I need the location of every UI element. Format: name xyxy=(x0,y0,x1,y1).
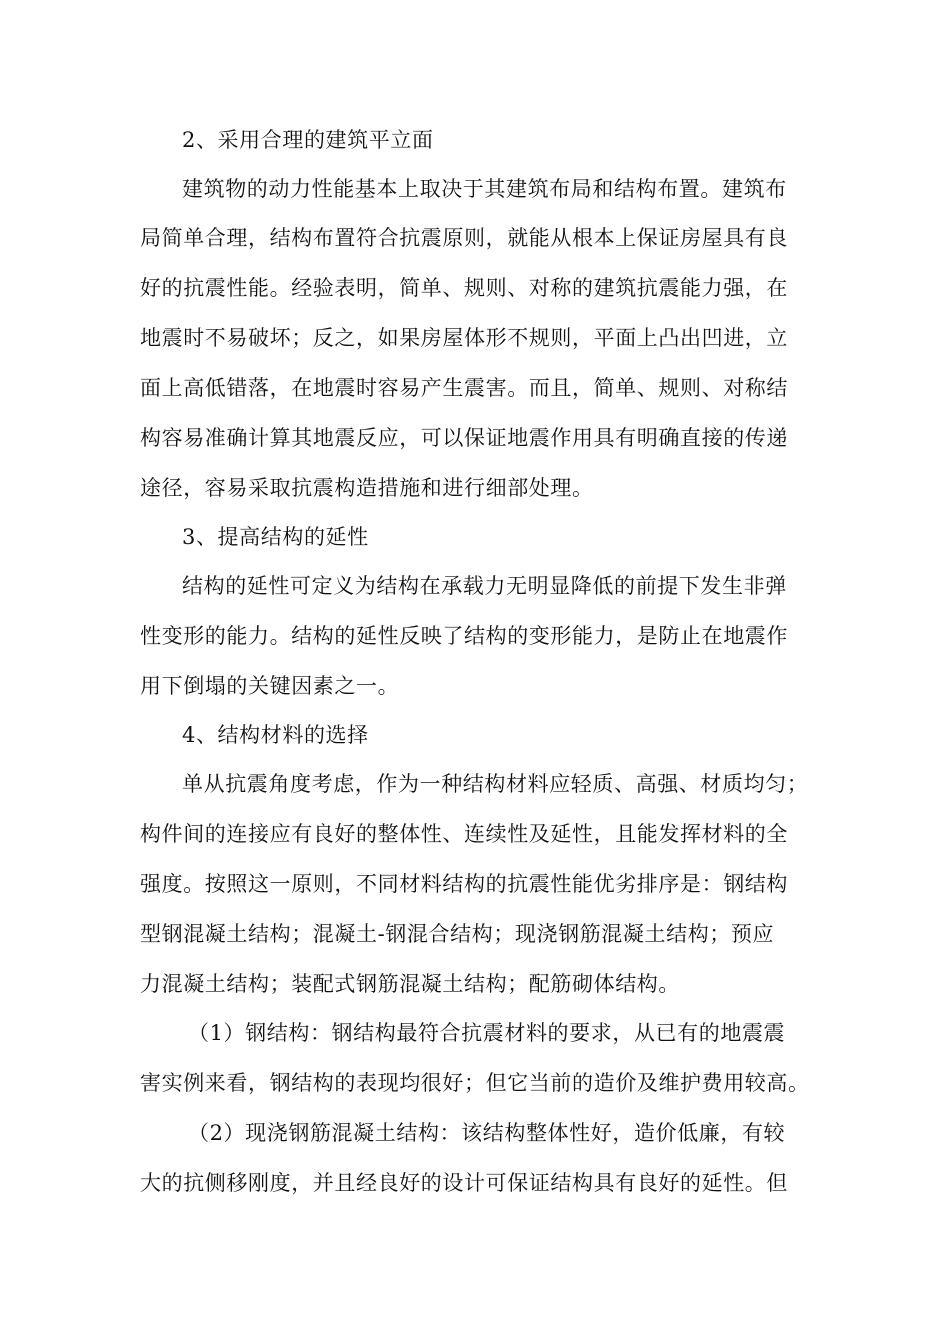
paragraph-line: 构件间的连接应有良好的整体性、连续性及延性，且能发挥材料的全 xyxy=(140,822,788,846)
paragraph-line: 力混凝土结构；装配式钢筋混凝土结构；配筋砌体结构。 xyxy=(140,972,680,996)
paragraph-line: 害实例来看，钢结构的表现均很好；但它当前的造价及维护费用较高。 xyxy=(140,1071,810,1095)
paragraph-line: 结构的延性可定义为结构在承载力无明显降低的前提下发生非弹 xyxy=(182,574,787,598)
subitem-line: （1）钢结构：钢结构最符合抗震材料的要求，从已有的地震震 xyxy=(188,1021,786,1045)
heading-2: 2、采用合理的建筑平立面 xyxy=(182,128,434,152)
paragraph-line: 好的抗震性能。经验表明，简单、规则、对称的建筑抗震能力强，在 xyxy=(140,276,788,300)
paragraph-line: 单从抗震角度考虑，作为一种结构材料应轻质、高强、材质均匀； xyxy=(182,772,809,796)
paragraph-line: 构容易准确计算其地震反应，可以保证地震作用具有明确直接的传递 xyxy=(140,426,788,450)
paragraph-line: 途径，容易采取抗震构造措施和进行细部处理。 xyxy=(140,476,594,500)
paragraph-line: 建筑物的动力性能基本上取决于其建筑布局和结构布置。建筑布 xyxy=(182,177,787,201)
paragraph-line: 大的抗侧移刚度，并且经良好的设计可保证结构具有良好的延性。但 xyxy=(140,1171,788,1195)
subitem-line: （2）现浇钢筋混凝土结构：该结构整体性好，造价低廉，有较 xyxy=(188,1121,786,1145)
paragraph-line: 强度。按照这一原则，不同材料结构的抗震性能优劣排序是：钢结构 xyxy=(140,872,788,896)
paragraph-line: 地震时不易破坏；反之，如果房屋体形不规则，平面上凸出凹进，立 xyxy=(140,326,788,350)
paragraph-line: 用下倒塌的关键因素之一。 xyxy=(140,674,400,698)
heading-3: 3、提高结构的延性 xyxy=(182,525,369,549)
paragraph-line: 局简单合理，结构布置符合抗震原则，就能从根本上保证房屋具有良 xyxy=(140,226,788,250)
paragraph-line: 型钢混凝土结构；混凝土-钢混合结构；现浇钢筋混凝土结构；预应 xyxy=(140,922,775,946)
heading-4: 4、结构材料的选择 xyxy=(182,723,369,747)
paragraph-line: 性变形的能力。结构的延性反映了结构的变形能力，是防止在地震作 xyxy=(140,624,788,648)
paragraph-line: 面上高低错落，在地震时容易产生震害。而且，简单、规则、对称结 xyxy=(140,376,788,400)
